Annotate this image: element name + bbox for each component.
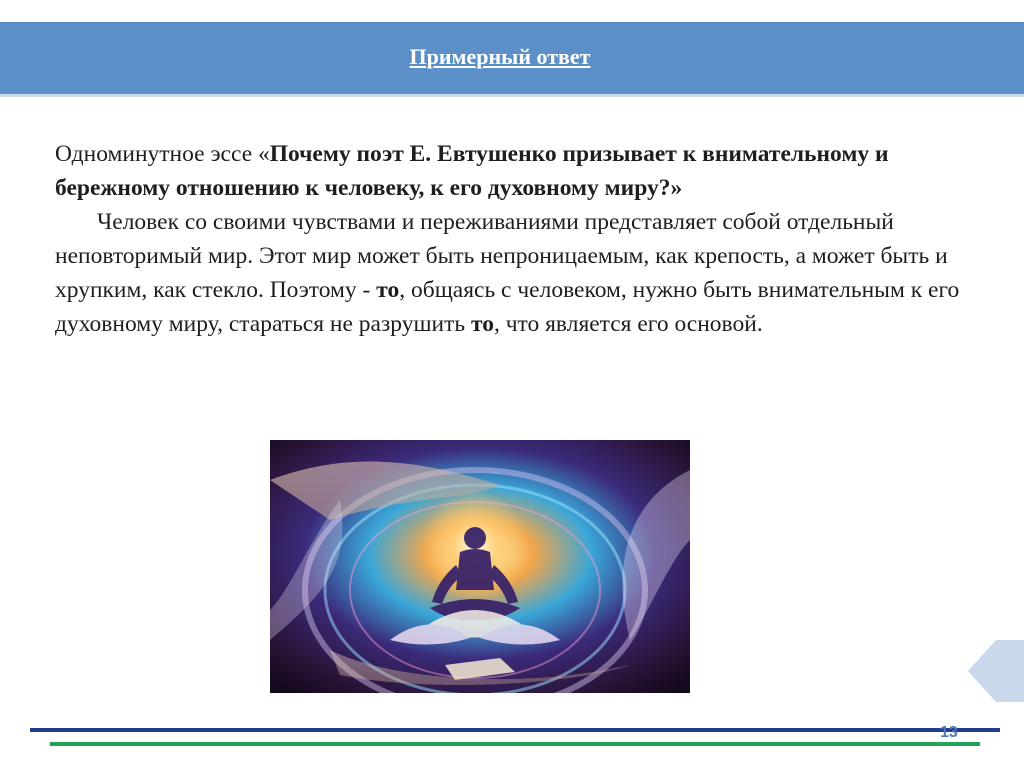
meditation-image: [270, 440, 690, 693]
essay-heading: [55, 137, 960, 205]
essay-answer-part3: , что является его основой.: [493, 311, 763, 337]
essay-answer-part1: Человек со своими чувствами и переживаниями представляет собой отдельный неповторимый мир. Этот мир может быть непроницаемым, как крепость, а может быть и хрупким, как стекло. Поэтому -: [55, 209, 948, 303]
essay-answer-emphasis-2: то: [470, 311, 494, 337]
essay-answer-part2: , общаясь с человеком, нужно быть внимательным к его духовному миру, стараться не разрушить: [55, 277, 960, 337]
essay-text: [55, 137, 960, 341]
header-divider: [0, 94, 1024, 97]
next-arrow-icon: [968, 640, 1024, 702]
slide-title: Примерный ответ: [409, 44, 591, 69]
page-number: 13: [940, 724, 958, 741]
essay-answer: [55, 205, 960, 341]
essay-heading-lead: Одноминутное эссе «: [55, 141, 270, 167]
meditation-illustration: [270, 440, 690, 693]
footer-line-green: [50, 742, 980, 746]
essay-answer-emphasis-1: то: [376, 277, 400, 303]
essay-question: Почему поэт Е. Евтушенко призывает к внимательному и бережному отношению к человеку, к его духовному миру?»: [55, 141, 889, 201]
footer-line-blue: [30, 728, 1000, 732]
